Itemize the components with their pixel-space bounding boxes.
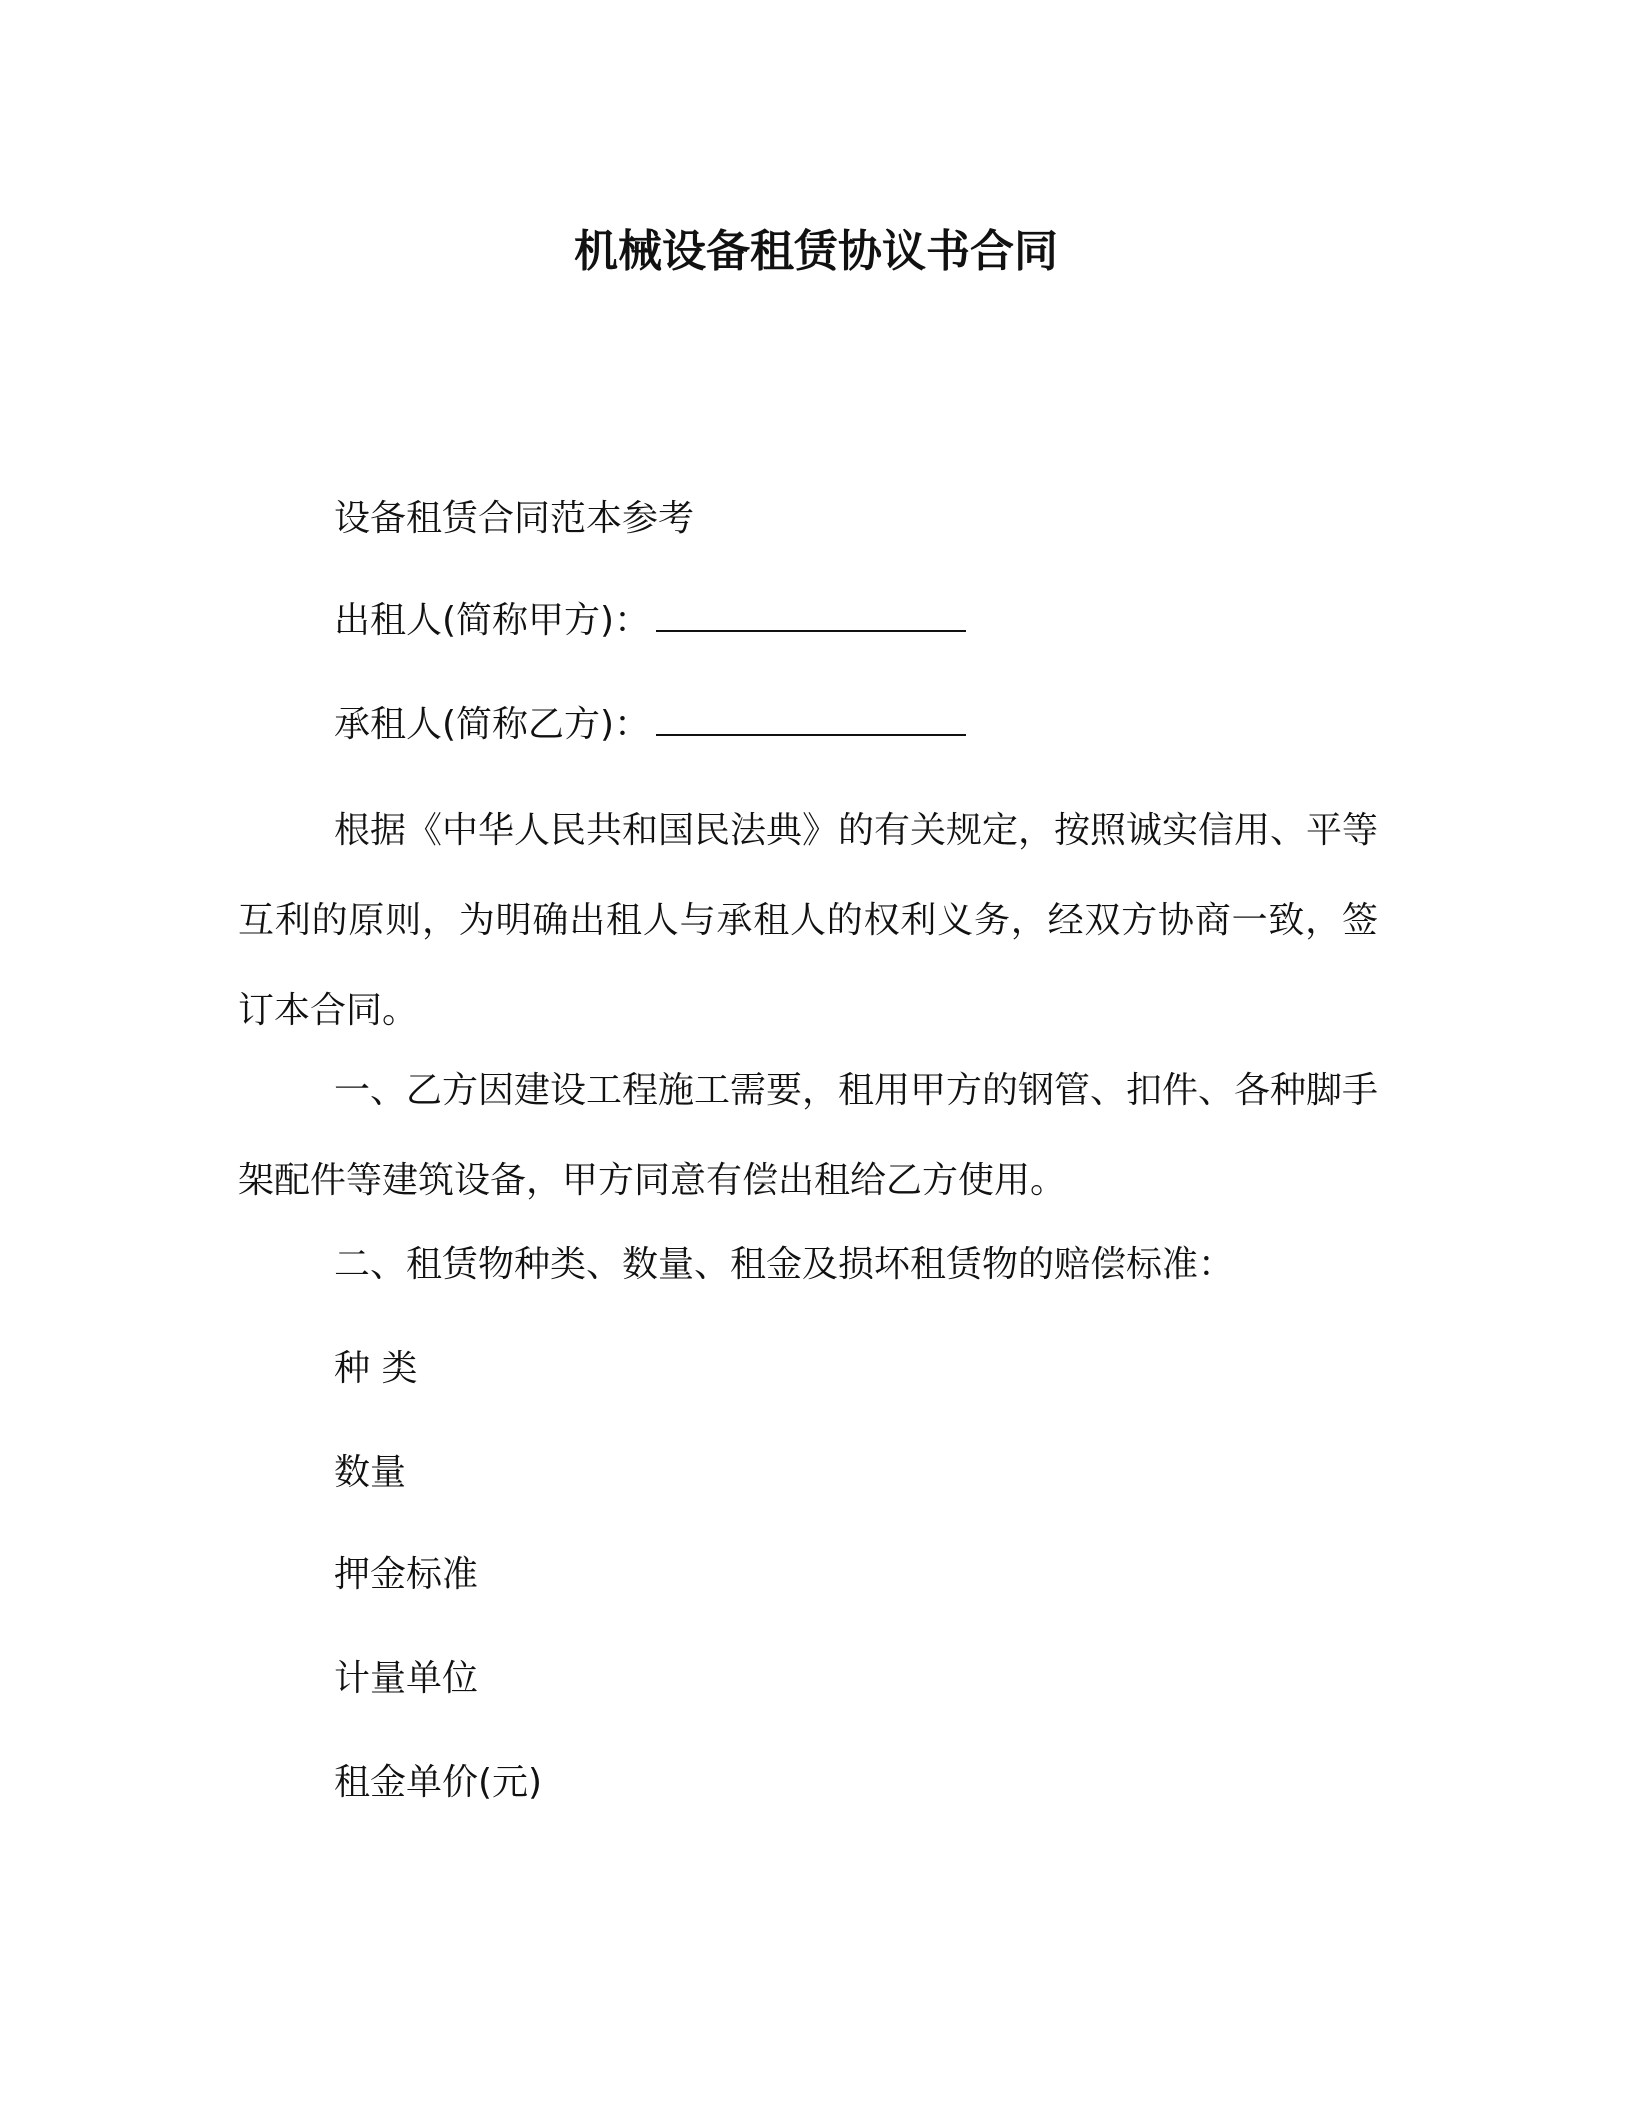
clause-1-paragraph: 一、乙方因建设工程施工需要，租用甲方的钢管、扣件、各种脚手架配件等建筑设备，甲方同意有偿出租给乙方使用。 [238,1070,1379,1201]
party-b-blank [656,700,966,736]
party-a-blank [656,596,966,632]
document-title: 机械设备租赁协议书合同 [574,226,1058,277]
field-unit: 计量单位 [334,1658,479,1699]
party-a-label: 出租人(简称甲方)： [334,600,651,641]
preamble-paragraph: 根据《中华人民共和国民法典》的有关规定，按照诚实信用、平等互利的原则，为明确出租人与承租人的权利义务，经双方协商一致，签订本合同。 [238,810,1379,1031]
field-deposit: 押金标准 [334,1554,479,1595]
party-b-label: 承租人(简称乙方)： [334,704,651,745]
party-a-line [334,596,966,646]
party-b-line [334,700,966,750]
document-subtitle: 设备租赁合同范本参考 [334,498,695,539]
clause-2-heading: 二、租赁物种类、数量、租金及损坏租赁物的赔偿标准： [334,1244,1235,1285]
field-quantity: 数量 [334,1452,407,1493]
field-type: 种 类 [334,1348,418,1389]
field-unit-price: 租金单价(元) [334,1762,543,1803]
